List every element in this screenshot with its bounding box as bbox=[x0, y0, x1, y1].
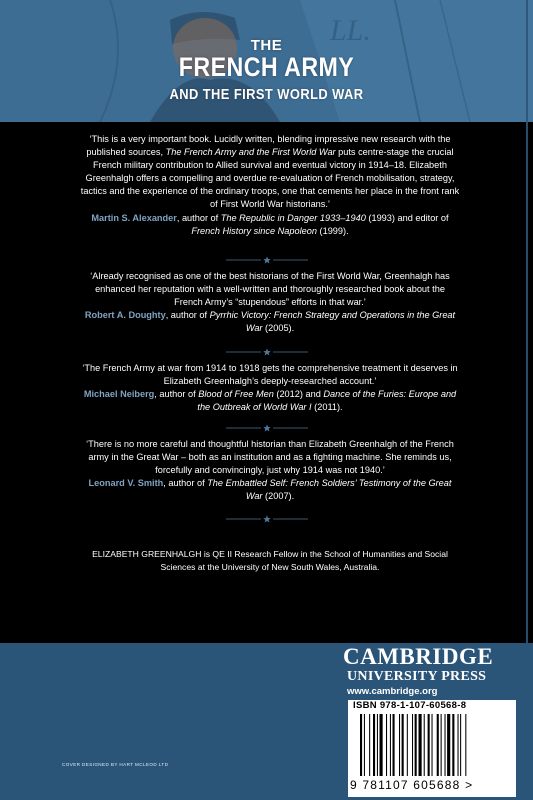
barcode-bar bbox=[373, 714, 375, 776]
book-subtitle: AND THE FIRST WORLD WAR bbox=[169, 86, 364, 103]
star-divider bbox=[226, 424, 308, 432]
barcode-bar bbox=[393, 714, 395, 776]
barcode-bar bbox=[407, 714, 408, 776]
quote-doughty bbox=[80, 270, 460, 335]
title-the: THE bbox=[250, 37, 283, 54]
barcode-bar bbox=[447, 714, 450, 776]
barcode-bar bbox=[399, 714, 400, 776]
quote-attribution: Leonard V. Smith, author of The Embattled Self: French Soldiers’ Testimony of the Great War (2007). bbox=[88, 478, 452, 502]
author-bio: ELIZABETH GREENHALGH is QE II Research Fellow in the School of Humanities and Social Sciences at the University of New South Wales, Australia. bbox=[92, 549, 448, 572]
star-divider bbox=[226, 348, 308, 356]
barcode-bar bbox=[437, 714, 439, 776]
barcode-bar bbox=[432, 714, 433, 776]
barcode-bar bbox=[465, 714, 466, 776]
barcode-bar bbox=[360, 714, 362, 776]
cover-credit: COVER DESIGNED BY HART MCLEOD LTD bbox=[62, 762, 169, 767]
barcode-bar bbox=[412, 714, 413, 776]
quote-text: ‘Already recognised as one of the best historians of the First World War, Greenhalgh has enhanced her reputation with a well-written and thoroughly researched book about the French Army’s “stupendous” efforts in that war.’ bbox=[90, 271, 450, 308]
quote-neiberg bbox=[80, 362, 460, 414]
barcode-bar bbox=[402, 714, 404, 776]
book-title: FRENCH ARMY bbox=[178, 52, 355, 82]
publisher-url: www.cambridge.org bbox=[347, 686, 438, 697]
barcode-bar bbox=[390, 714, 391, 776]
barcode-digits: 9 781107 605688 > bbox=[350, 778, 474, 792]
barcode-bar bbox=[428, 714, 430, 776]
barcode-bar bbox=[386, 714, 387, 776]
barcode-bar bbox=[424, 714, 425, 776]
barcode-bar bbox=[380, 714, 383, 776]
barcode-bars bbox=[358, 714, 508, 776]
barcode-bar bbox=[445, 714, 446, 776]
barcode-bar bbox=[377, 714, 378, 776]
barcode-bar bbox=[419, 714, 422, 776]
barcode-bar bbox=[441, 714, 442, 776]
star-divider bbox=[226, 256, 308, 264]
barcode-bar bbox=[364, 714, 365, 776]
quote-smith bbox=[80, 438, 460, 503]
barcode-bar bbox=[460, 714, 461, 776]
cover-header bbox=[0, 0, 533, 122]
quote-text: ‘The French Army at war from 1914 to 1918 gets the comprehensive treatment it deserves in Elizabeth Greenhalgh’s deeply-researched account.’ bbox=[82, 363, 458, 387]
quote-attribution: Martin S. Alexander, author of The Republic in Danger 1933–1940 (1993) and editor of French History since Napoleon (1999). bbox=[91, 212, 449, 236]
isbn-label: ISBN 978-1-107-60568-8 bbox=[353, 700, 467, 711]
quote-attribution: Michael Neiberg, author of Blood of Free Men (2012) and Dance of the Furies: Europe and the Outbreak of World War I (2011). bbox=[83, 389, 457, 413]
svg-text:LL.: LL. bbox=[330, 14, 371, 47]
isbn-barcode bbox=[348, 700, 516, 797]
publisher-logo: CAMBRIDGE bbox=[343, 644, 494, 669]
quote-attribution: Robert A. Doughty, author of Pyrrhic Victory: French Strategy and Operations in the Great War (2005). bbox=[84, 310, 456, 334]
star-divider bbox=[226, 515, 308, 523]
barcode-bar bbox=[369, 714, 370, 776]
quote-text: ‘This is a very important book. Lucidly written, blending impressive new research with the published sources, The French Army and the First World War puts centre-stage the crucial French military contribution to Allied survival and eventual victory in 1914–18. Elizabeth Greenhalgh offers a compelling and overdue re-evaluation of French mobilisation, strategy, tactics and the experience of the ordinary troops, one that cements her place in the front rank of First World War historians.’ bbox=[80, 134, 460, 210]
barcode-bar bbox=[452, 714, 454, 776]
barcode-bar bbox=[415, 714, 417, 776]
barcode-bar bbox=[458, 714, 459, 776]
quote-text: ‘There is no more careful and thoughtful historian than Elizabeth Greenhalgh of the French army in the Great War – both as an institution and as a fighting machine. She reminds us, forcefully and convincingly, just why 1914 was not 1940.’ bbox=[86, 439, 454, 476]
publisher-subtitle: UNIVERSITY PRESS bbox=[347, 669, 487, 684]
quote-alexander bbox=[80, 133, 460, 238]
